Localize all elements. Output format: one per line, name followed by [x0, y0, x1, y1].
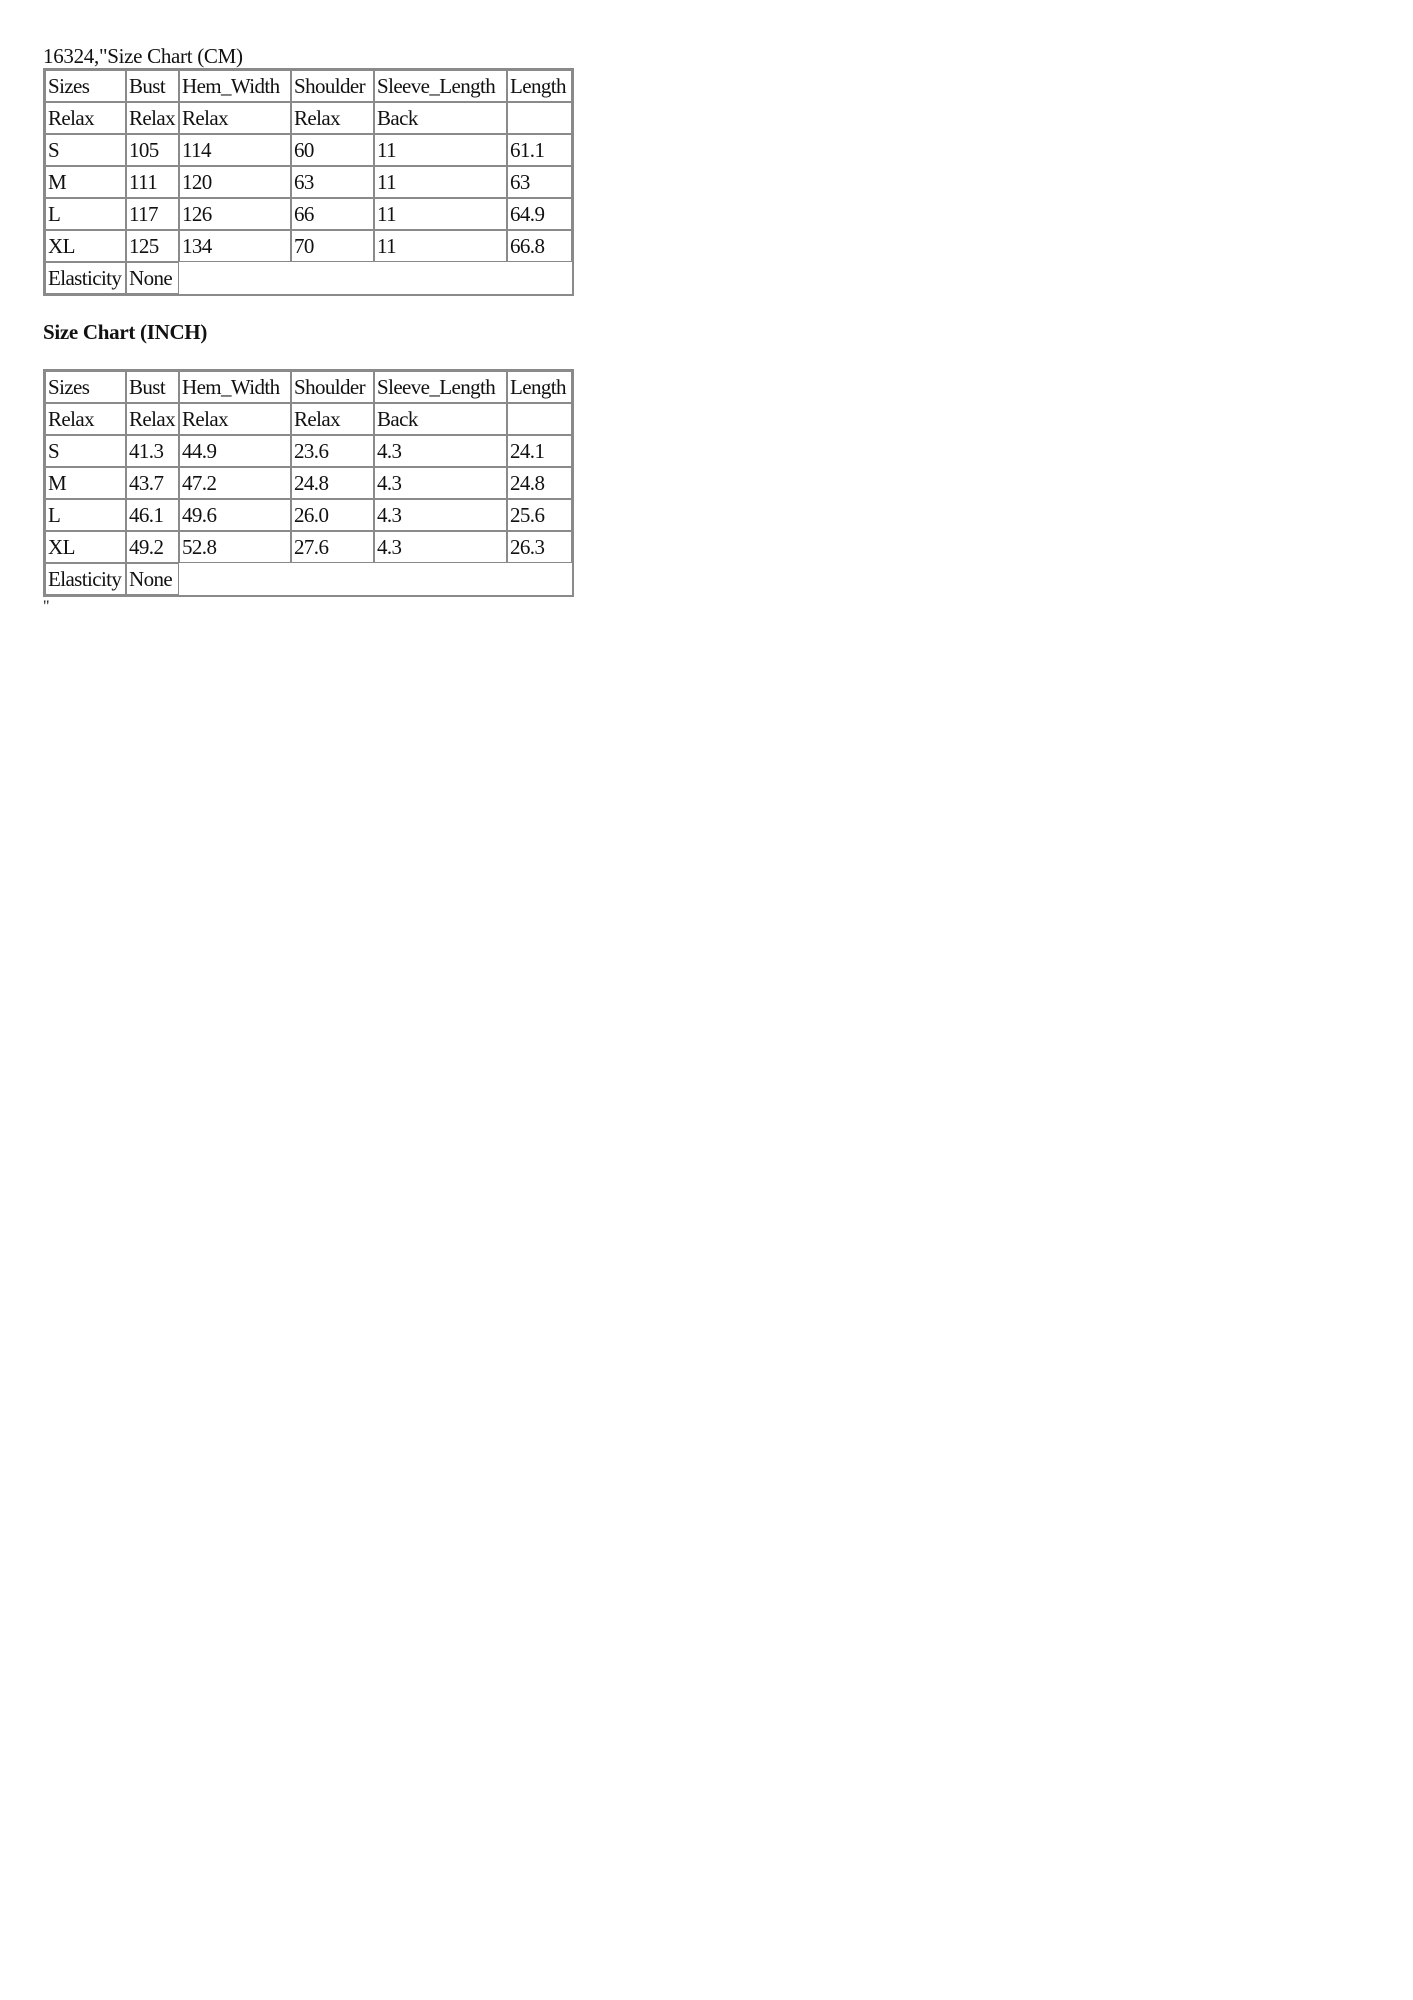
value-cell: 126 — [179, 198, 291, 230]
elasticity-label: Elasticity — [45, 262, 126, 294]
value-cell: 120 — [179, 166, 291, 198]
document-page — [43, 44, 574, 615]
value-cell: 41.3 — [126, 435, 179, 467]
measure-method-row — [45, 102, 572, 134]
value-cell: 114 — [179, 134, 291, 166]
value-cell: 61.1 — [507, 134, 572, 166]
value-cell: 11 — [374, 230, 507, 262]
table-row — [45, 499, 572, 531]
method-cell: Relax — [179, 403, 291, 435]
value-cell: 25.6 — [507, 499, 572, 531]
empty-cell — [179, 262, 291, 294]
size-cell: XL — [45, 230, 126, 262]
size-chart-cm-table — [43, 68, 574, 296]
value-cell: 70 — [291, 230, 374, 262]
elasticity-label: Elasticity — [45, 563, 126, 595]
value-cell: 27.6 — [291, 531, 374, 563]
value-cell: 63 — [507, 166, 572, 198]
value-cell: 49.2 — [126, 531, 179, 563]
method-cell: Relax — [291, 403, 374, 435]
value-cell: 4.3 — [374, 467, 507, 499]
elasticity-value: None — [126, 262, 179, 294]
value-cell: 24.8 — [507, 467, 572, 499]
empty-cell — [179, 563, 291, 595]
value-cell: 46.1 — [126, 499, 179, 531]
header-cell: Length — [507, 70, 572, 102]
table-row — [45, 166, 572, 198]
header-cell: Shoulder — [291, 371, 374, 403]
size-cell: L — [45, 499, 126, 531]
value-cell: 134 — [179, 230, 291, 262]
method-cell: Relax — [179, 102, 291, 134]
method-cell: Relax — [126, 403, 179, 435]
table-row — [45, 467, 572, 499]
value-cell: 4.3 — [374, 531, 507, 563]
empty-cell — [507, 563, 572, 595]
value-cell: 64.9 — [507, 198, 572, 230]
empty-cell — [374, 563, 507, 595]
value-cell: 111 — [126, 166, 179, 198]
value-cell: 26.0 — [291, 499, 374, 531]
method-cell: Back — [374, 403, 507, 435]
value-cell: 47.2 — [179, 467, 291, 499]
size-cell: M — [45, 467, 126, 499]
table-header-row — [45, 371, 572, 403]
value-cell: 4.3 — [374, 499, 507, 531]
value-cell: 23.6 — [291, 435, 374, 467]
method-cell: Relax — [45, 102, 126, 134]
table-row — [45, 435, 572, 467]
elasticity-row — [45, 262, 572, 294]
size-chart-inch-table — [43, 369, 574, 597]
empty-cell — [291, 563, 374, 595]
table-row — [45, 198, 572, 230]
method-cell: Relax — [291, 102, 374, 134]
empty-cell — [291, 262, 374, 294]
size-cell: L — [45, 198, 126, 230]
trailing-quote-mark: " — [43, 598, 50, 615]
inch-chart-title: Size Chart (INCH) — [43, 320, 208, 344]
empty-cell — [374, 262, 507, 294]
size-cell: M — [45, 166, 126, 198]
value-cell: 43.7 — [126, 467, 179, 499]
value-cell: 44.9 — [179, 435, 291, 467]
value-cell: 4.3 — [374, 435, 507, 467]
value-cell: 66.8 — [507, 230, 572, 262]
header-cell: Bust — [126, 70, 179, 102]
value-cell: 125 — [126, 230, 179, 262]
value-cell: 63 — [291, 166, 374, 198]
empty-cell — [507, 262, 572, 294]
size-cell: S — [45, 435, 126, 467]
header-cell: Hem_Width — [179, 70, 291, 102]
table-row — [45, 134, 572, 166]
value-cell: 117 — [126, 198, 179, 230]
header-cell: Length — [507, 371, 572, 403]
method-cell: Relax — [45, 403, 126, 435]
value-cell: 11 — [374, 134, 507, 166]
value-cell: 52.8 — [179, 531, 291, 563]
header-cell: Hem_Width — [179, 371, 291, 403]
value-cell: 105 — [126, 134, 179, 166]
value-cell: 49.6 — [179, 499, 291, 531]
header-cell: Shoulder — [291, 70, 374, 102]
elasticity-value: None — [126, 563, 179, 595]
size-cell: S — [45, 134, 126, 166]
measure-method-row — [45, 403, 572, 435]
method-cell — [507, 102, 572, 134]
value-cell: 60 — [291, 134, 374, 166]
value-cell: 66 — [291, 198, 374, 230]
header-cell: Sizes — [45, 371, 126, 403]
value-cell: 11 — [374, 166, 507, 198]
header-cell: Bust — [126, 371, 179, 403]
method-cell: Relax — [126, 102, 179, 134]
table-row — [45, 230, 572, 262]
table-row — [45, 531, 572, 563]
size-cell: XL — [45, 531, 126, 563]
document-heading: 16324,"Size Chart (CM) — [43, 44, 243, 68]
method-cell — [507, 403, 572, 435]
value-cell: 24.8 — [291, 467, 374, 499]
value-cell: 11 — [374, 198, 507, 230]
value-cell: 24.1 — [507, 435, 572, 467]
elasticity-row — [45, 563, 572, 595]
table-header-row — [45, 70, 572, 102]
header-cell: Sizes — [45, 70, 126, 102]
header-cell: Sleeve_Length — [374, 371, 507, 403]
method-cell: Back — [374, 102, 507, 134]
value-cell: 26.3 — [507, 531, 572, 563]
header-cell: Sleeve_Length — [374, 70, 507, 102]
